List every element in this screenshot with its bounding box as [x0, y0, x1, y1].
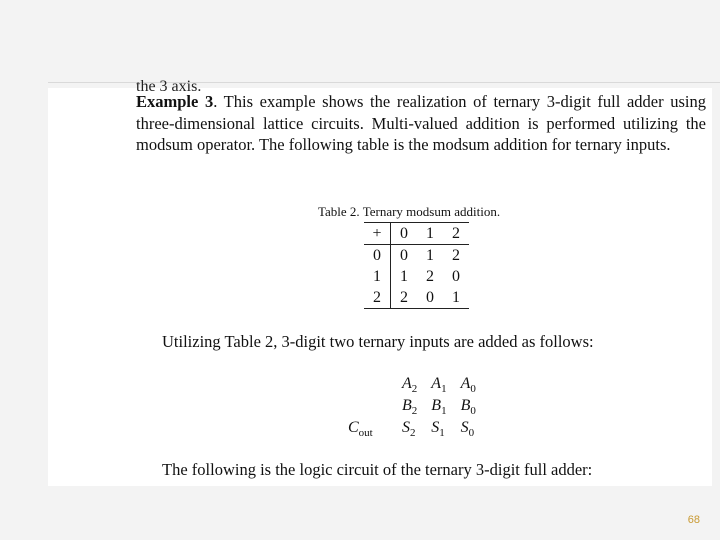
addition-matrix: [348, 374, 476, 440]
carry-out-label: $C_{out}$: [348, 418, 373, 440]
header-cell: 0: [391, 223, 418, 245]
matrix-row-b: [348, 396, 476, 418]
table-row: [364, 245, 469, 267]
matrix-cell: $B_2$: [402, 396, 418, 418]
matrix-cell: $A_2$: [402, 374, 418, 396]
table-cell: 1: [364, 266, 391, 287]
logic-circuit-sentence: The following is the logic circuit of the ternary 3-digit full adder:: [162, 460, 593, 479]
modsum-table: [364, 222, 469, 309]
header-cell: 1: [417, 223, 443, 245]
table-cell: 0: [364, 245, 391, 267]
matrix-lead-empty: [348, 396, 388, 418]
header-cell: +: [364, 223, 391, 245]
table-cell: 1: [426, 246, 434, 264]
cut-off-line: the 3 axis.: [136, 78, 202, 95]
example-label: Example 3: [136, 92, 214, 111]
matrix-cell: $S_1$: [431, 418, 445, 440]
table-cell: 0: [400, 246, 408, 264]
matrix-lead-empty: [348, 374, 388, 396]
table-cell: 0: [452, 267, 460, 285]
table-row: [364, 287, 469, 309]
table-cell: 1: [400, 267, 408, 285]
table-cell: 0: [417, 287, 443, 309]
table-cell: 2: [452, 246, 460, 264]
matrix-cell: $B_0$: [460, 396, 476, 418]
matrix-cell: $S_2$: [402, 418, 416, 440]
matrix-cell: $B_1$: [431, 396, 447, 418]
matrix-row-sum: [348, 418, 476, 440]
document-page: [48, 78, 712, 486]
table-row: [364, 266, 469, 287]
example-text: . This example shows the realization of ternary 3-digit full adder using three-dimensional lattice circuits. Multi-valued addition is performed utilizing the modsum operator. The following table is the modsum addition for ternary inputs.: [136, 92, 706, 154]
example-paragraph: [136, 91, 706, 156]
page-number: 68: [687, 514, 700, 526]
top-band: [0, 0, 720, 82]
table-cell: 2: [364, 287, 391, 309]
table-cell: 2: [391, 287, 418, 309]
matrix-cell: $S_0$: [460, 418, 475, 440]
table-header-row: [364, 223, 469, 245]
table-caption: Table 2. Ternary modsum addition.: [318, 204, 501, 219]
table-cell: 1: [443, 287, 469, 309]
table-cell: 2: [426, 267, 434, 285]
matrix-cell: $A_1$: [431, 374, 447, 396]
matrix-row-a: [348, 374, 476, 396]
utilizing-sentence: Utilizing Table 2, 3-digit two ternary inputs are added as follows:: [162, 332, 594, 351]
matrix-cell: $A_0$: [460, 374, 476, 396]
header-cell: 2: [443, 223, 469, 245]
